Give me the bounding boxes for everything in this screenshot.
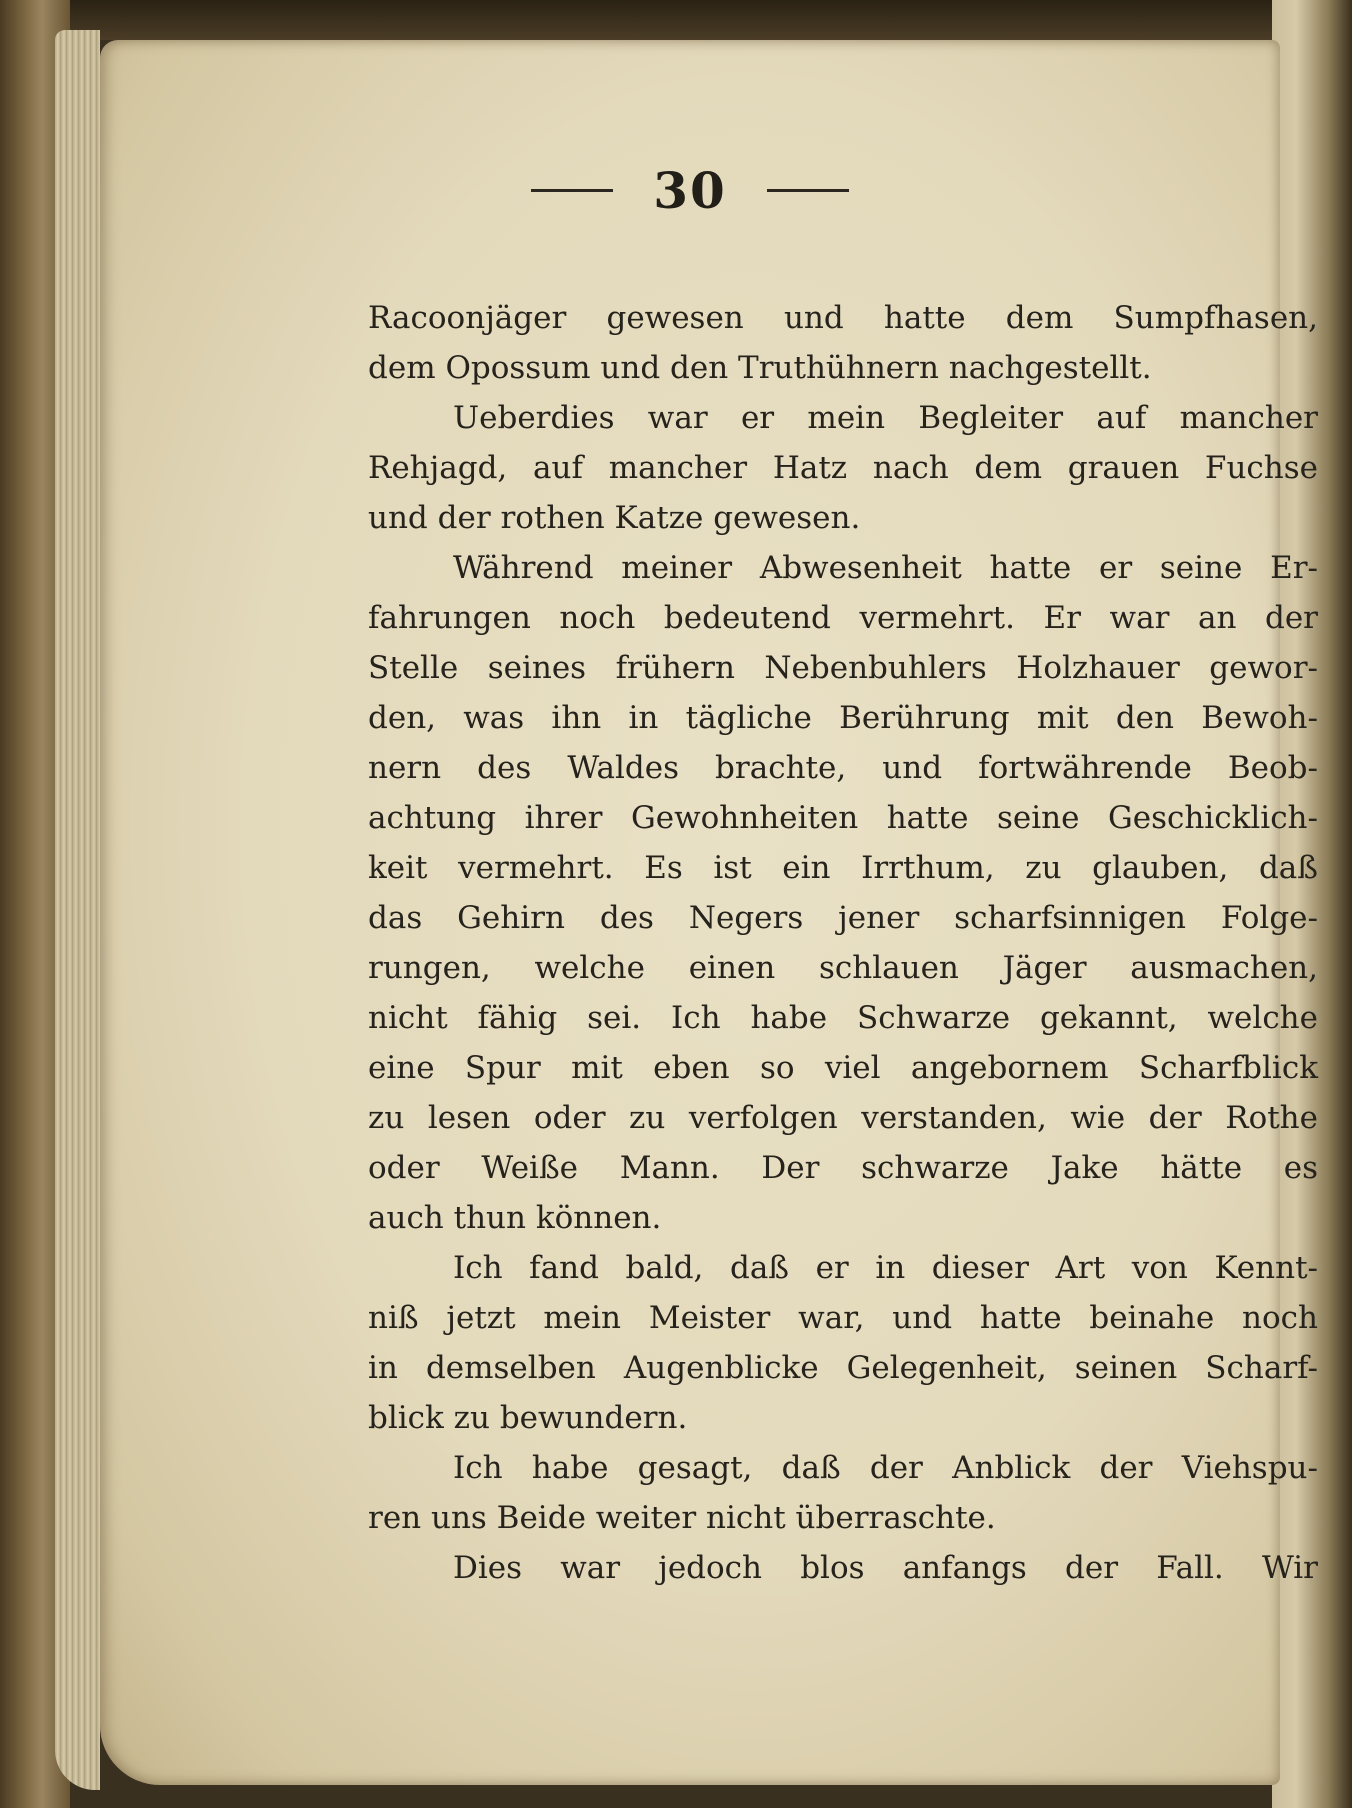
text-line: niß jetzt mein Meister war, und hatte beinahe noch: [368, 1300, 1318, 1336]
text-line: Ich fand bald, daß er in dieser Art von Kennt-: [453, 1250, 1318, 1286]
text-line: den, was ihn in tägliche Berührung mit den Bewoh-: [368, 700, 1318, 736]
text-line: Dies war jedoch blos anfangs der Fall. Wir: [453, 1550, 1318, 1586]
text-line: oder Weiße Mann. Der schwarze Jake hätte es: [368, 1150, 1318, 1186]
text-line: ren uns Beide weiter nicht überraschte.: [368, 1500, 996, 1536]
text-line: fahrungen noch bedeutend vermehrt. Er war an der: [368, 600, 1318, 636]
book-top-edge: [0, 0, 1352, 40]
header-rule-right: [767, 189, 849, 192]
page-stack-edge: [55, 30, 100, 1790]
text-line: in demselben Augenblicke Gelegenheit, seinen Scharf-: [368, 1350, 1318, 1386]
page-header: [100, 150, 1280, 230]
text-line: dem Opossum und den Truthühnern nachgestellt.: [368, 350, 1152, 386]
text-line: Racoonjäger gewesen und hatte dem Sumpfhasen,: [368, 300, 1318, 336]
text-line: keit vermehrt. Es ist ein Irrthum, zu glauben, daß: [368, 850, 1318, 886]
text-line: Ich habe gesagt, daß der Anblick der Viehspu-: [453, 1450, 1318, 1486]
text-line: rungen, welche einen schlauen Jäger ausmachen,: [368, 950, 1318, 986]
text-line: Rehjagd, auf mancher Hatz nach dem grauen Fuchse: [368, 450, 1318, 486]
text-line: nicht fähig sei. Ich habe Schwarze gekannt, welche: [368, 1000, 1318, 1036]
text-line: das Gehirn des Negers jener scharfsinnigen Folge-: [368, 900, 1318, 936]
text-line: und der rothen Katze gewesen.: [368, 500, 861, 536]
text-line: zu lesen oder zu verfolgen verstanden, wie der Rothe: [368, 1100, 1318, 1136]
text-line: Während meiner Abwesenheit hatte er seine Er-: [453, 550, 1318, 586]
text-line: nern des Waldes brachte, und fortwährende Beob-: [368, 750, 1318, 786]
text-line: Ueberdies war er mein Begleiter auf mancher: [453, 400, 1318, 436]
text-line: auch thun können.: [368, 1200, 662, 1236]
book-page: [100, 40, 1318, 1785]
text-line: blick zu bewundern.: [368, 1400, 688, 1436]
text-line: achtung ihrer Gewohnheiten hatte seine Geschicklich-: [368, 800, 1318, 836]
header-rule-left: [531, 189, 613, 192]
body-text: [368, 293, 1318, 1593]
text-line: Stelle seines frühern Nebenbuhlers Holzhauer gewor-: [368, 650, 1318, 686]
page-number: 30: [653, 160, 727, 220]
text-line: eine Spur mit eben so viel angebornem Scharfblick: [368, 1050, 1318, 1086]
